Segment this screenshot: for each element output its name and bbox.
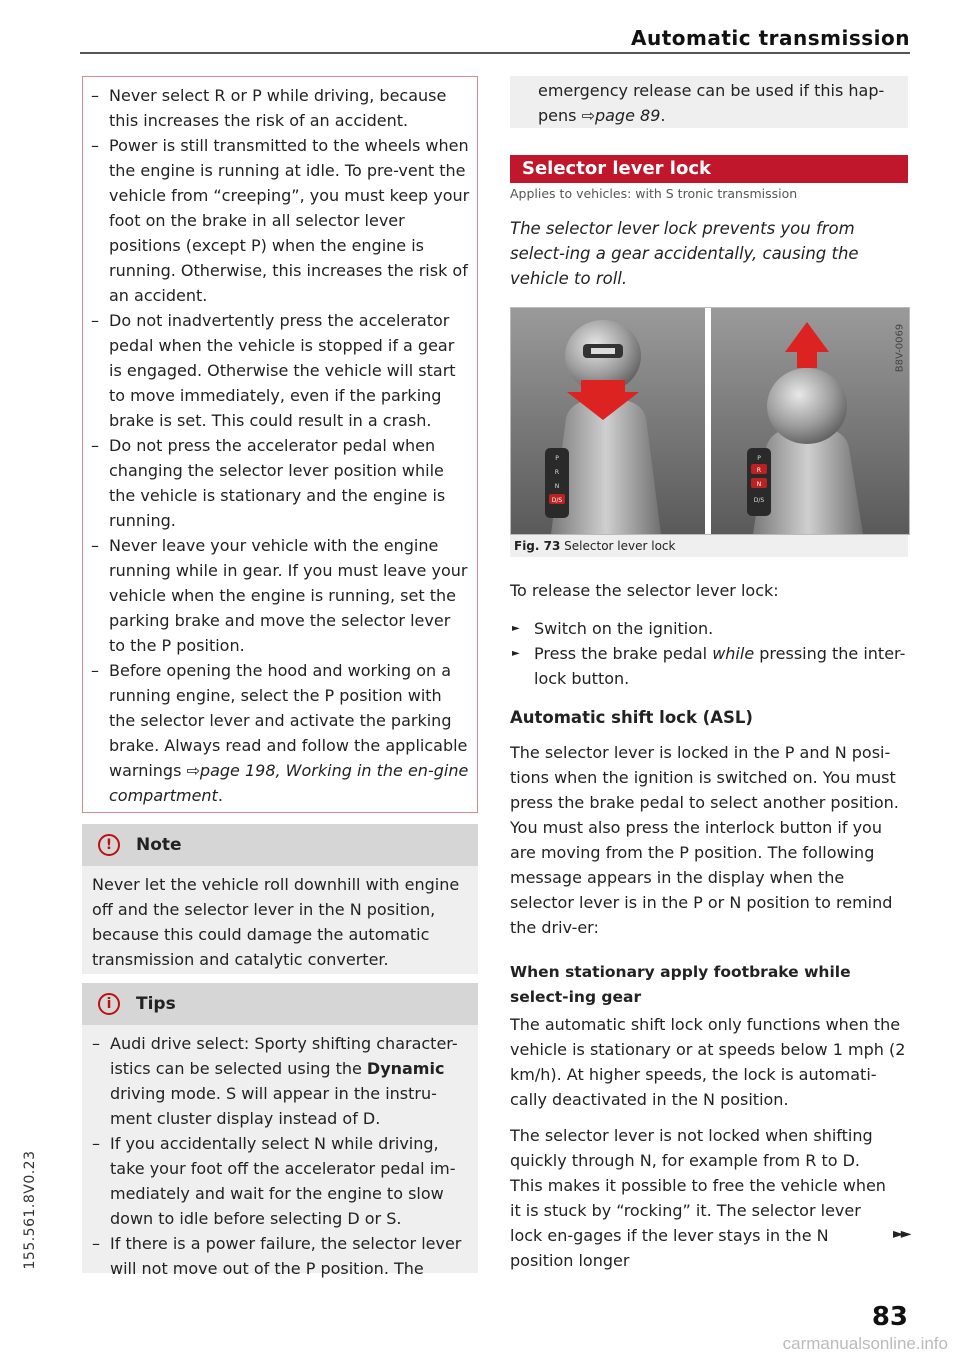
right-knob bbox=[767, 368, 847, 444]
release-intro: To release the selector lever lock: bbox=[510, 581, 779, 600]
warning-item: – Before opening the hood and working on a running engine, select the P position with the selector lever and activate the parking brake. Always read and follow the applicable warnings ⇨page 198, Working in the en-gine compartment. bbox=[85, 658, 471, 808]
asl-rocking-text: The selector lever is not locked when shifting quickly through N, for example from R to D. This makes it possible to free the vehicle when it is stuck by “rocking” it. The selector lever lock en-gages if the lever stays in the N position longer bbox=[510, 1126, 886, 1270]
asl-heading: Automatic shift lock (ASL) bbox=[510, 708, 753, 727]
tips-box bbox=[82, 983, 478, 1278]
section-intro: The selector lever lock prevents you from select-ing a gear accidentally, causing the vehicle to roll. bbox=[510, 219, 859, 288]
page-198-link[interactable]: ⇨page 198, Working in the en-gine compartment bbox=[109, 761, 469, 805]
warning-item: – Never select R or P while driving, because this increases the risk of an accident. bbox=[85, 83, 471, 133]
tips-label: Tips bbox=[136, 994, 176, 1014]
warning-box bbox=[82, 76, 478, 813]
selector-lever-illustration bbox=[511, 308, 909, 534]
warning-list bbox=[83, 77, 477, 808]
note-header bbox=[82, 824, 478, 866]
page-number: 83 bbox=[871, 1302, 908, 1332]
tip-item: – If there is a power failure, the selector lever will not move out of the P position. The bbox=[86, 1231, 472, 1281]
gear-label: P bbox=[555, 455, 559, 462]
note-label: Note bbox=[136, 835, 182, 855]
step-item: ► Press the brake pedal while pressing the inter-lock button. bbox=[510, 641, 910, 691]
tip-item: – Audi drive select: Sporty shifting character-istics can be selected using the Dynamic driving mode. S will appear in the instru-ment cluster display instead of D. bbox=[86, 1031, 472, 1131]
step-item: ► Switch on the ignition. bbox=[510, 616, 910, 641]
info-icon: i bbox=[98, 993, 120, 1015]
continue-arrow-icon: ►► bbox=[893, 1226, 909, 1242]
warning-item: – Power is still transmitted to the wheels when the engine is running at idle. To pre-vent the vehicle from “creeping”, you must keep your foot on the brake in all selector lever positions (except P) when the engine is running. Otherwise, this increases the risk of an accident. bbox=[85, 133, 471, 308]
section-title: Selector lever lock bbox=[510, 155, 908, 183]
running-header: Automatic transmission bbox=[631, 26, 910, 50]
caution-icon: ! bbox=[98, 834, 120, 856]
gear-label: D/S bbox=[551, 497, 563, 504]
release-steps bbox=[510, 616, 910, 691]
gear-label: N bbox=[756, 481, 762, 488]
gear-label: D/S bbox=[753, 497, 765, 504]
warning-item: – Do not press the accelerator pedal when changing the selector lever position while the vehicle is stationary and the engine is running. bbox=[85, 433, 471, 533]
figure-code: B8V-0069 bbox=[894, 323, 906, 373]
figure-caption: Fig. 73 Selector lever lock bbox=[510, 535, 908, 557]
tip-item: – If you accidentally select N while driving, take your foot off the accelerator pedal im-mediately and wait for the engine to slow down to idle before selecting D or S. bbox=[86, 1131, 472, 1231]
asl-speed-text: The automatic shift lock only functions when the vehicle is stationary or at speeds below 1 mph (2 km/h). At higher speeds, the lock is automati-cally deactivated in the N position. bbox=[510, 1015, 906, 1109]
note-text: Never let the vehicle roll downhill with engine off and the selector lever in the N position, because this could damage the automatic transmission and catalytic converter. bbox=[92, 875, 460, 969]
applies-to: Applies to vehicles: with S tronic transmission bbox=[510, 186, 798, 201]
gear-label: R bbox=[756, 467, 762, 474]
warning-item: – Do not inadvertently press the accelerator pedal when the vehicle is stopped if a gear is engaged. Otherwise the vehicle will start to move immediately, even if the parking brake is set. This could result in a crash. bbox=[85, 308, 471, 433]
asl-text: The selector lever is locked in the P and N posi-tions when the ignition is switched on. You must press the brake pedal to select another position. You must also press the interlock button if you are moving from the P position. The following message appears in the display when the selector lever is in the P or N position to remind the driv-er: bbox=[510, 743, 899, 937]
watermark: carmanualsonline.info bbox=[782, 1334, 948, 1353]
header-rule bbox=[80, 52, 910, 54]
gear-label: P bbox=[757, 455, 761, 462]
continuation-box: emergency release can be used if this hap-pens ⇨page 89. bbox=[510, 76, 908, 128]
figure-73 bbox=[510, 307, 910, 535]
note-box bbox=[82, 824, 478, 974]
warning-item: – Never leave your vehicle with the engine running while in gear. If you must leave your vehicle when the engine is running, set the parking brake and move the selector lever to the P position. bbox=[85, 533, 471, 658]
gear-label: R bbox=[554, 469, 560, 476]
side-margin-code: 155.561.8V0.23 bbox=[22, 1150, 38, 1270]
tips-list bbox=[82, 1025, 478, 1281]
display-message: When stationary apply footbrake while select-ing gear bbox=[510, 963, 851, 1006]
page-89-link[interactable]: ⇨page 89 bbox=[581, 106, 661, 125]
tips-header bbox=[82, 983, 478, 1025]
gear-label: N bbox=[554, 483, 560, 490]
